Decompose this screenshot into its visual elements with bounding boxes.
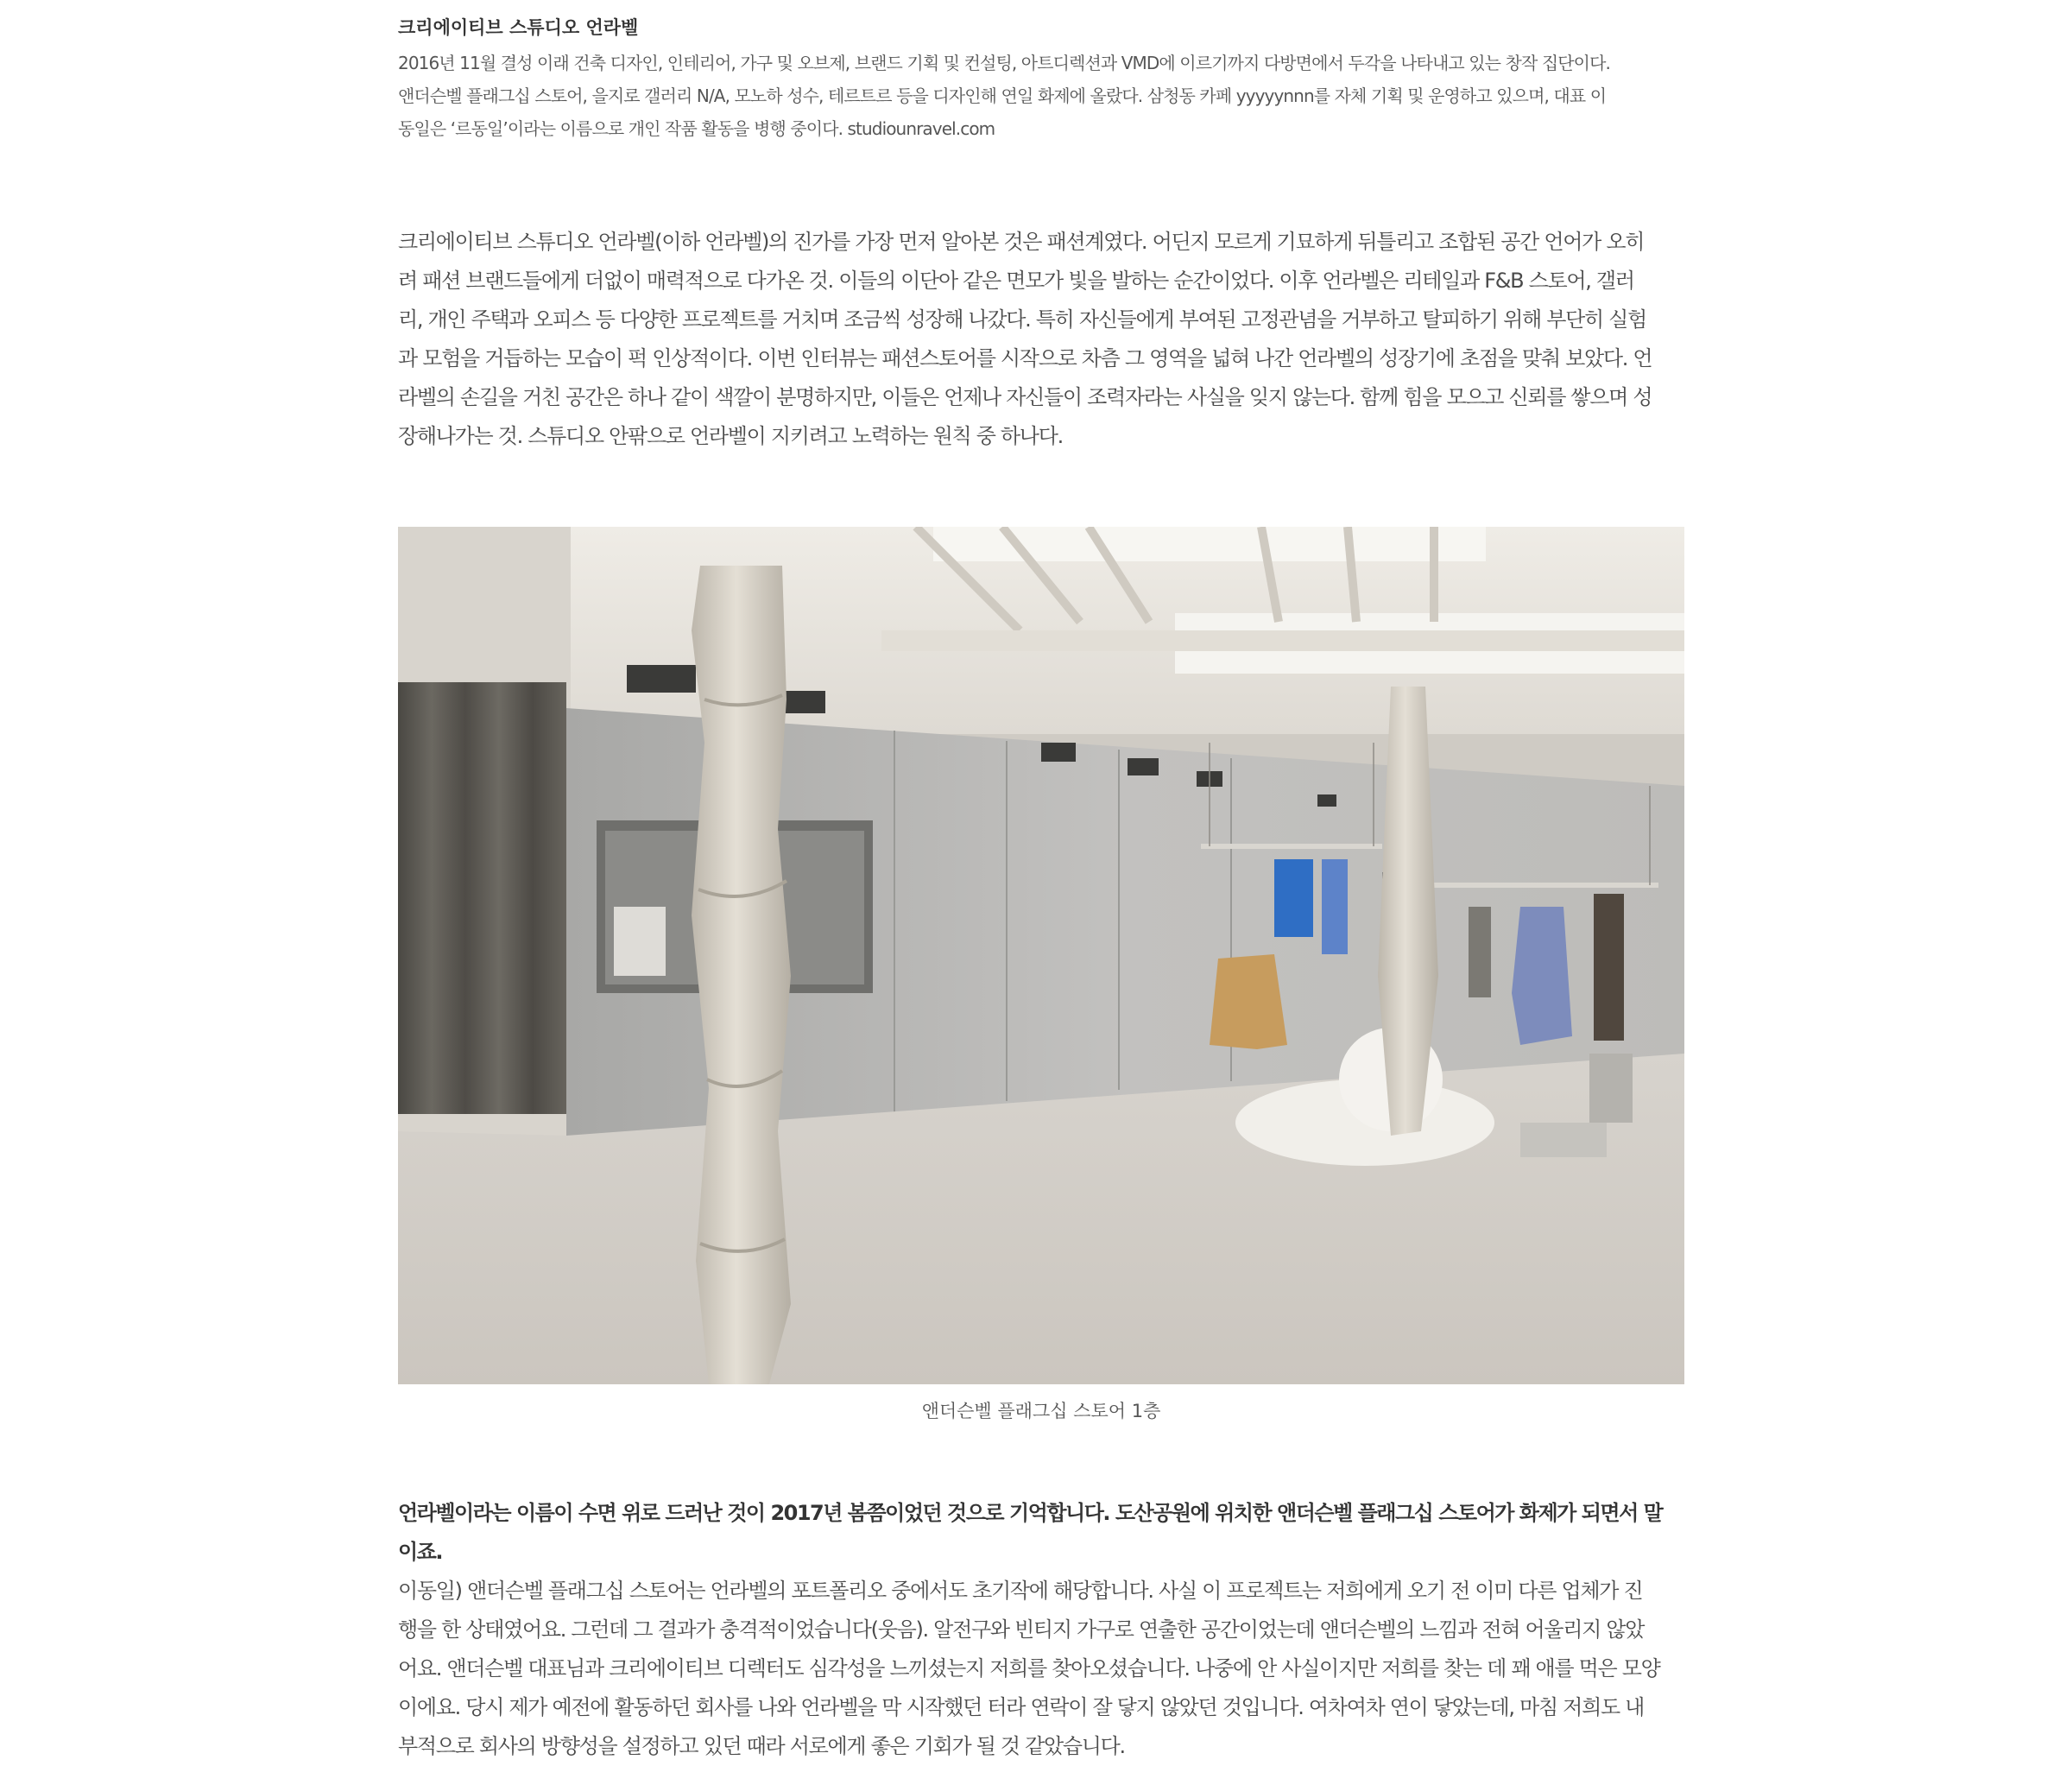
- profile-line: 2016년 11월 결성 이래 건축 디자인, 인테리어, 가구 및 오브제, 브랜드 기획 및 컨설팅, 아트디렉션과 VMD에 이르기까지 다방면에서 두각을 나타내고 있는 창작 집단이다.: [398, 53, 1610, 73]
- intro-line: 리, 개인 주택과 오피스 등 다양한 프로젝트를 거치며 조금씩 성장해 나갔다. 특히 자신들에게 부여된 고정관념을 거부하고 탈피하기 위해 부단히 실험: [398, 307, 1646, 332]
- answer-line: 어요. 앤더슨벨 대표님과 크리에이티브 디렉터도 심각성을 느끼셨는지 저희를 찾아오셨습니다. 나중에 안 사실이지만 저희를 찾는 데 꽤 애를 먹은 모양: [398, 1656, 1660, 1681]
- answer-line: 이에요. 당시 제가 예전에 활동하던 회사를 나와 언라벨을 막 시작했던 터라 연락이 잘 닿지 않았던 것입니다. 여차여차 연이 닿았는데, 마침 저희도 내: [398, 1695, 1645, 1719]
- intro-line: 장해나가는 것. 스튜디오 안팎으로 언라벨이 지키려고 노력하는 원칙 중 하나다.: [398, 424, 1063, 448]
- answer-line: 행을 한 상태였어요. 그런데 그 결과가 충격적이었습니다(웃음). 알전구와 빈티지 가구로 연출한 공간이었는데 앤더슨벨의 느낌과 전혀 어울리지 않았: [398, 1617, 1645, 1642]
- curtain: [398, 682, 566, 1114]
- profile-line: 앤더슨벨 플래그십 스토어, 을지로 갤러리 N/A, 모노하 성수, 테르트르 등을 디자인해 연일 화제에 올랐다. 삼청동 카페 yyyyynnn를 자체 기획 및 운영하고 있으며, 대표 이: [398, 85, 1607, 106]
- metal-stool: [1520, 1123, 1607, 1157]
- intro-line: 려 패션 브랜드들에게 더없이 매력적으로 다가온 것. 이들의 이단아 같은 면모가 빛을 발하는 순간이었다. 이후 언라벨은 리테일과 F&B 스토어, 갤러: [398, 269, 1634, 293]
- question-line: 이죠.: [398, 1540, 442, 1564]
- studio-profile-title: 크리에이티브 스튜디오 언라벨: [398, 17, 639, 38]
- photo-caption: 앤더슨벨 플래그십 스토어 1층: [921, 1401, 1161, 1421]
- answer-line: 부적으로 회사의 방향성을 설정하고 있던 때라 서로에게 좋은 기회가 될 것 같았습니다.: [398, 1734, 1125, 1758]
- interview-answer: [398, 1572, 1684, 1766]
- profile-line: 동일은 ‘르동일’이라는 이름으로 개인 작품 활동을 병행 중이다. studiounravel.com: [398, 118, 995, 139]
- intro-line: 크리에이티브 스튜디오 언라벨(이하 언라벨)의 진가를 가장 먼저 알아본 것은 패션계였다. 어딘지 모르게 기묘하게 뒤틀리고 조합된 공간 언어가 오히: [398, 230, 1645, 254]
- answer-line: 이동일) 앤더슨벨 플래그십 스토어는 언라벨의 포트폴리오 중에서도 초기작에 해당합니다. 사실 이 프로젝트는 저희에게 오기 전 이미 다른 업체가 진: [398, 1579, 1643, 1603]
- intro-paragraph: [398, 223, 1684, 456]
- textured-pillar-main: [692, 566, 791, 1384]
- studio-profile-description: [398, 47, 1684, 145]
- intro-line: 라벨의 손길을 거친 공간은 하나 같이 색깔이 분명하지만, 이들은 언제나 자신들이 조력자라는 사실을 잊지 않는다. 함께 힘을 모으고 신뢰를 쌓으며 성: [398, 385, 1652, 409]
- question-line: 언라벨이라는 이름이 수면 위로 드러난 것이 2017년 봄쯤이었던 것으로 기억합니다. 도산공원에 위치한 앤더슨벨 플래그십 스토어가 화제가 되면서 말: [398, 1501, 1663, 1525]
- intro-line: 과 모험을 거듭하는 모습이 퍽 인상적이다. 이번 인터뷰는 패션스토어를 시작으로 차츰 그 영역을 넓혀 나간 언라벨의 성장기에 초점을 맞춰 보았다. 언: [398, 346, 1652, 370]
- interview-question: [398, 1494, 1684, 1572]
- store-interior-photo: [398, 527, 1684, 1384]
